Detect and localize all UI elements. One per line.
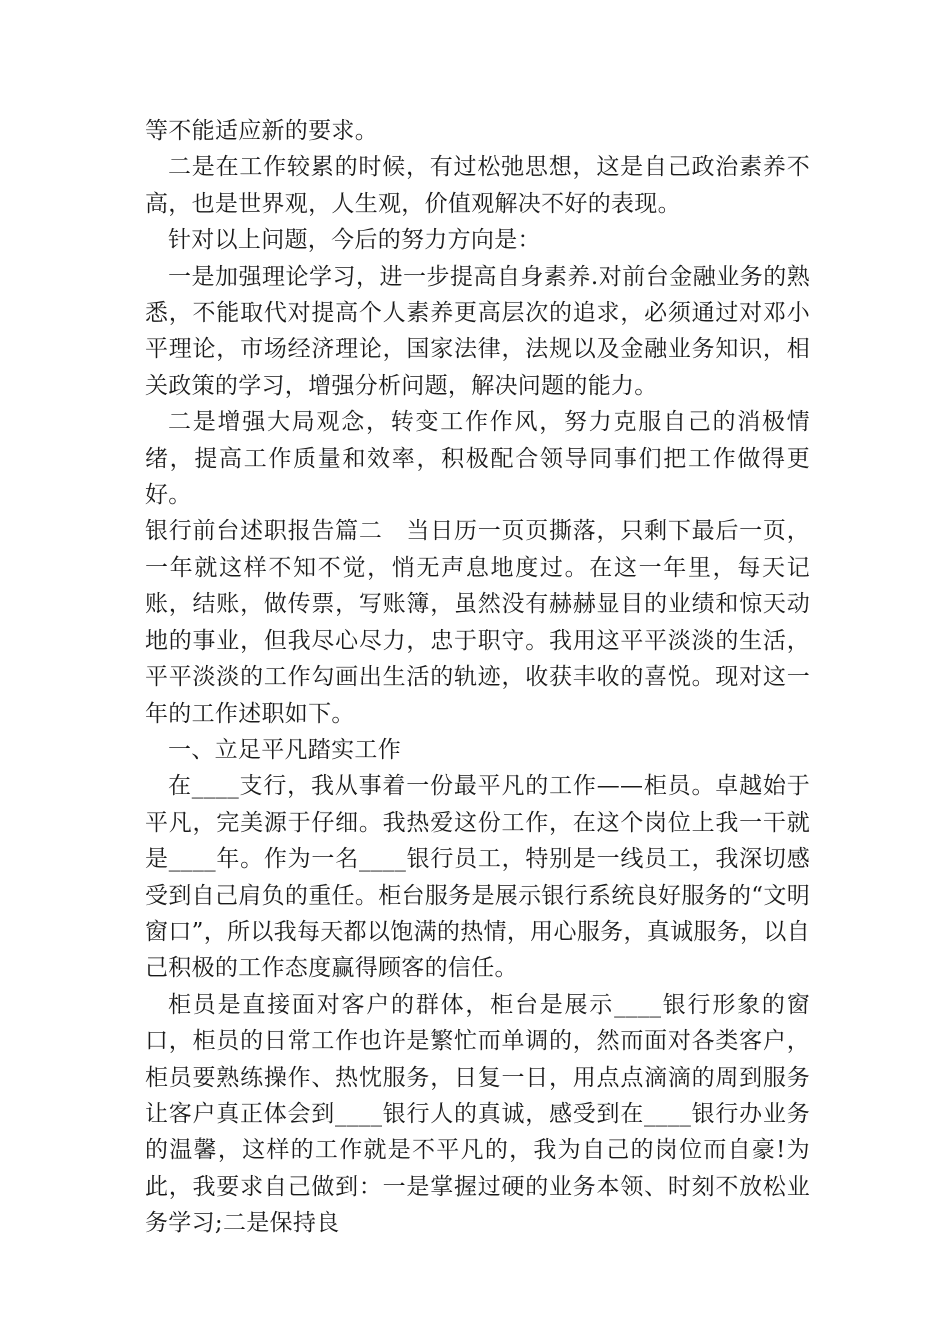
paragraph-8: 在____支行，我从事着一份最平凡的工作——柜员。卓越始于平凡，完美源于仔细。我热爱这份工作，在这个岗位上我一干就是____年。作为一名____银行员工，特别是一线员工，我深切感受到自己肩负的重任。柜台服务是展示银行系统良好服务的“文明窗口”，所以我每天都以饱满的热情，用心服务，真诚服务，以自己积极的工作态度赢得顾客的信任。	[145, 773, 810, 982]
section-heading-1: 一、立足平凡踏实工作	[168, 736, 401, 763]
paragraph-9: 柜员是直接面对客户的群体，柜台是展示____银行形象的窗口，柜员的日常工作也许是繁忙而单调的，然而面对各类客户，柜员要熟练操作、热忱服务，日复一日，用点点滴滴的周到服务让客户真正体会到____银行人的真诚，感受到在____银行办业务的温馨，这样的工作就是不平凡的，我为自己的岗位而自豪!为此，我要求自己做到：一是掌握过硬的业务本领、时刻不放松业务学习;二是保持良	[145, 991, 810, 1237]
document-body	[145, 113, 810, 1242]
paragraph-2: 二是在工作较累的时候，有过松弛思想，这是自己政治素养不高，也是世界观，人生观，价值观解决不好的表现。	[145, 154, 810, 217]
paragraph-4: 一是加强理论学习，进一步提高自身素养.对前台金融业务的熟悉，不能取代对提高个人素养更高层次的追求，必须通过对邓小平理论，市场经济理论，国家法律，法规以及金融业务知识，相关政策的学习，增强分析问题，解决问题的能力。	[145, 263, 810, 399]
paragraph-1: 等不能适应新的要求。	[145, 118, 378, 144]
paragraph-6: 银行前台述职报告篇二 当日历一页页撕落，只剩下最后一页，一年就这样不知不觉，悄无声息地度过。在这一年里，每天记账，结账，做传票，写账簿，虽然没有赫赫显目的业绩和惊天动地的事业，但我尽心尽力，忠于职守。我用这平平淡淡的生活，平平淡淡的工作勾画出生活的轨迹，收获丰收的喜悦。现对这一年的工作述职如下。	[145, 518, 810, 727]
paragraph-5: 二是增强大局观念，转变工作作风，努力克服自己的消极情绪，提高工作质量和效率，积极配合领导同事们把工作做得更好。	[145, 409, 810, 509]
paragraph-3: 针对以上问题，今后的努力方向是：	[168, 227, 541, 254]
